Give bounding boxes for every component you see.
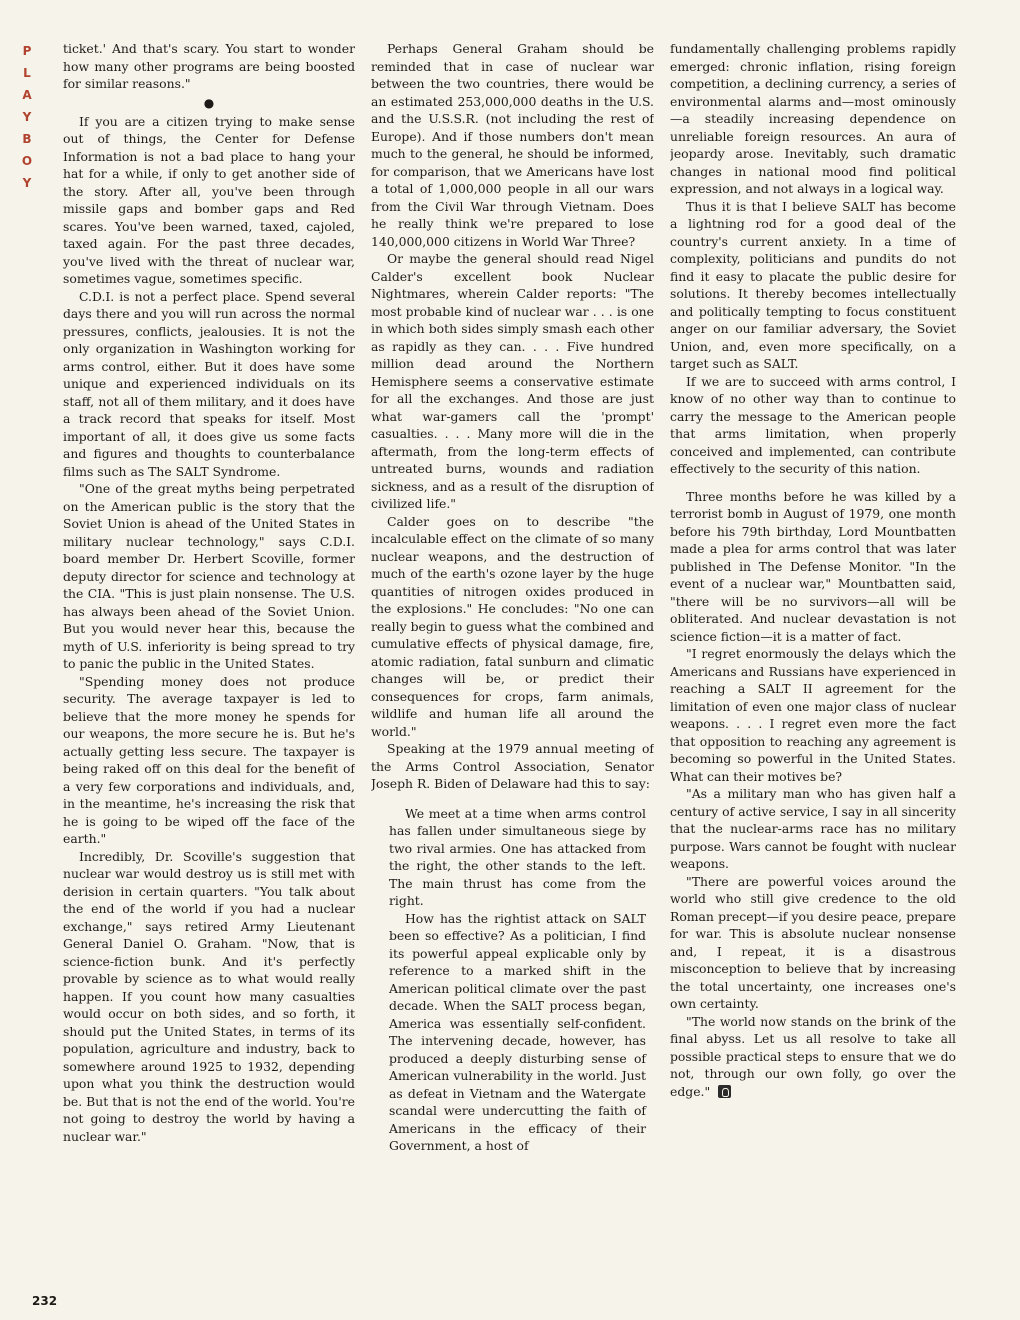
paragraph: ticket.' And that's scary. You start to wonder how many other programs are being boosted for similar reasons." bbox=[63, 41, 355, 91]
block-quote-paragraph: Thus it is that I believe SALT has become a lightning rod for a good deal of the country's current anxiety. In a time of complexity, politicians and pundits do not find it easy to placate the public desire for solutions. It thereby becomes intellectually and politically tempting to focus constituent anger on our familiar adversary, the Soviet Union, and, even more specifically, on a target such as SALT. bbox=[670, 198, 956, 371]
page-number: 232 bbox=[32, 1294, 58, 1308]
block-quote-paragraph: How has the rightist attack on SALT been so effective? As a politician, I find its powerful appeal explicable only by reference to a marked shift in the American political climate over the past decade. When the SALT process began, America was essentially self-confident. The intervening decade, however, has produced a deeply disturbing sense of American vulnerability in the world. Just as defeat in Vietnam and the Watergate scandal were undercutting the faith of Americans in the efficacy of their Government, a host of bbox=[389, 910, 646, 1153]
block-quote-paragraph: fundamentally challenging problems rapidly emerged: chronic inflation, rising foreign competition, a declining currency, a series of environmental alarms and—most ominously—a steadily increasing dependence on unreliable foreign resources. An aura of jeopardy arose. Inevitably, such dramatic changes in national mood find political expression, and not always in a logical way. bbox=[670, 41, 956, 196]
masthead-letter: P bbox=[22, 44, 32, 58]
paragraph: "One of the great myths being perpetrated on the American public is the story that the Soviet Union is ahead of the United States in military nuclear technology," says C.D.I. board member Dr. Herbert Scoville, former deputy director for science and technology at the CIA. "This is just plain nonsense. The U.S. has always been ahead of the Soviet Union. But you would never hear this, because the myth of U.S. inferiority is being spread to try to panic the public in the United States. bbox=[63, 481, 355, 671]
paragraph bbox=[670, 1013, 956, 1101]
block-quote-paragraph: If we are to succeed with arms control, I know of no other way than to continue to carry the message to the American people that arms limitation, when properly conceived and implemented, can contribute effectively to the security of this nation. bbox=[670, 373, 956, 476]
masthead-letter: B bbox=[22, 132, 32, 146]
paragraph: "Spending money does not produce security. The average taxpayer is led to believe that the more money he spends for our weapons, the more secure he is. But he's actually getting less secure. The taxpayer is being raked off on this deal for the benefit of a very few corporations and individuals, and, in the meantime, he's increasing the risk that he is going to be wiped off the face of the earth." bbox=[63, 673, 355, 846]
masthead-letter: O bbox=[21, 154, 33, 168]
article-column-1 bbox=[63, 40, 355, 1290]
rabbit-end-mark-icon bbox=[718, 1085, 731, 1098]
masthead-letter: Y bbox=[22, 176, 32, 190]
article-column-2 bbox=[371, 40, 654, 1290]
paragraph: Or maybe the general should read Nigel Calder's excellent book Nuclear Nightmares, wherein Calder reports: "The most probable kind of nuclear war . . . is one in which both sides simply smash each other as rapidly as they can. . . . Five hundred million dead around the Northern Hemisphere seems a conservative estimate for all the exchanges. And those are just what war-gamers call the 'prompt' casualties. . . . Many more will die in the aftermath, from the long-term effects of untreated burns, wounds and radiation sickness, and as a result of the disruption of civilized life." bbox=[371, 251, 654, 511]
closing-paragraph-text: "The world now stands on the brink of the final abyss. Let us all resolve to take all possible practical steps to ensure that we do not, through our own folly, go over the edge." bbox=[670, 1013, 956, 1099]
paragraph: Speaking at the 1979 annual meeting of the Arms Control Association, Senator Joseph R. Biden of Delaware had this to say: bbox=[371, 741, 654, 791]
masthead-letter: L bbox=[23, 66, 31, 80]
paragraph: C.D.I. is not a perfect place. Spend several days there and you will run across the normal pressures, conflicts, jealousies. It is not the only organization in Washington working for arms control, either. But it does have some unique and experienced individuals on its staff, not all of them military, and it does have a track record that speaks for itself. Most important of all, it does give us some facts and figures and thoughts to counterbalance films such as The SALT Syndrome. bbox=[63, 288, 355, 479]
masthead-letter: A bbox=[22, 88, 32, 102]
block-quote-paragraph: We meet at a time when arms control has fallen under simultaneous siege by two rival armies. One has attacked from the right, the other stands to the left. The main thrust has come from the right. bbox=[389, 805, 646, 908]
paragraph: If you are a citizen trying to make sense out of things, the Center for Defense Information is not a bad place to hang your hat for a while, if only to get another side of the story. After all, you've been through missile gaps and bomber gaps and Red scares. You've been warned, taxed, cajoled, taxed again. For the past three decades, you've lived with the threat of nuclear war, sometimes vague, sometimes specific. bbox=[63, 113, 355, 286]
masthead-letter: Y bbox=[22, 110, 32, 124]
paragraph: Incredibly, Dr. Scoville's suggestion that nuclear war would destroy us is still met with derision in certain quarters. "You talk about the end of the world if you had a nuclear exchange," says retired Army Lieutenant General Daniel O. Graham. "Now, that is science-fiction bunk. And it's perfectly provable by science as to what would really happen. If you count how many casualties would occur on both sides, and so forth, it should put the United States, in terms of its population, agriculture and industry, back to somewhere around 1925 to 1932, depending upon what you think the destruction would be. But that is not the end of the world. You're not going to destroy the world by having a nuclear war." bbox=[63, 848, 355, 1144]
magazine-masthead-vertical bbox=[14, 40, 40, 194]
paragraph: Calder goes on to describe "the incalculable effect on the climate of so many nuclear weapons, and the destruction of much of the earth's ozone layer by the huge quantities of nitrogen oxides produced in the explosions." He concludes: "No one can really begin to guess what the combined and cumulative effects of physical damage, fire, atomic radiation, fatal sunburn and climatic changes will be, or predict their consequences for crops, farm animals, wildlife and human life all around the world." bbox=[371, 513, 654, 739]
paragraph: Perhaps General Graham should be reminded that in case of nuclear war between the two countries, there would be an estimated 253,000,000 deaths in the U.S. and the U.S.S.R. (not including the rest of Europe). And if those numbers don't mean much to the general, he should be informed, for comparison, that we Americans have lost a total of 1,000,000 people in all our wars from the Civil War through Vietnam. Does he really think we're prepared to lose 140,000,000 citizens in World War Three? bbox=[371, 41, 654, 249]
section-bullet: ● bbox=[203, 95, 215, 110]
paragraph: Three months before he was killed by a terrorist bomb in August of 1979, one month before his 79th birthday, Lord Mountbatten made a plea for arms control that was later published in The Defense Monitor. "In the event of a nuclear war," Mountbatten said, "there will be no survivors—all will be obliterated. And nuclear devastation is not science fiction—it is a matter of fact. bbox=[670, 488, 956, 644]
paragraph: "I regret enormously the delays which the Americans and Russians have experienced in reaching a SALT II agreement for the limitation of even one major class of nuclear weapons. . . . I regret even more the fact that opposition to reaching any agreement is becoming so powerful in the United States. What can their motives be? bbox=[670, 646, 956, 784]
article-column-3 bbox=[670, 40, 956, 1290]
paragraph: "As a military man who has given half a century of active service, I say in all sincerity that the nuclear-arms race has no military purpose. Wars cannot be fought with nuclear weapons. bbox=[670, 786, 956, 871]
paragraph: "There are powerful voices around the world who still give credence to the old Roman precept—if you desire peace, prepare for war. This is absolute nuclear nonsense and, I repeat, it is a disastrous misconception to believe that by increasing the total uncertainty, one increases one's own certainty. bbox=[670, 873, 956, 1011]
